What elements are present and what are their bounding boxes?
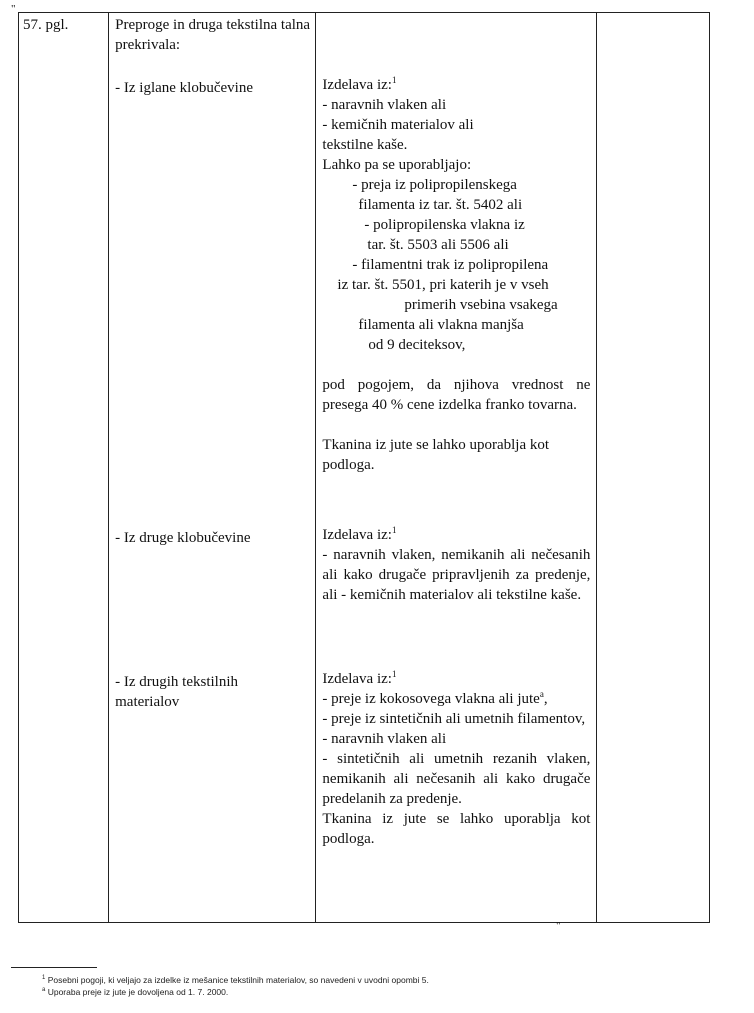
condition-line: - naravnih vlaken ali <box>322 97 447 113</box>
value-condition: pod pogojem, da njihova vrednost ne presega 40 % cene izdelka franko tovarna. <box>322 377 591 413</box>
product-heading: Preproge in druga tekstilna talna prekrivala: <box>115 17 311 53</box>
alternative-cell <box>596 13 709 923</box>
condition-line: - preje iz sintetičnih ali umetnih filamentov, <box>322 711 586 727</box>
description-cell <box>109 13 316 923</box>
condition-line: filamenta ali vlakna manjša <box>358 317 524 333</box>
condition-line: Lahko pa se uporabljajo: <box>322 157 472 173</box>
condition-line: - filamentni trak iz polipropilena <box>352 257 549 273</box>
jute-backing-note: Tkanina iz jute se lahko uporablja kot podloga. <box>322 437 550 473</box>
condition-intro: Izdelava iz:$^1$ <box>322 525 397 543</box>
condition-line: - polipropilenska vlakna iz <box>364 217 525 233</box>
condition-line: - sintetičnih ali umetnih rezanih vlaken, nemikanih ali nečesanih ali kako drugače predelanih za predenje. <box>322 751 591 807</box>
needled-felt-conditions <box>322 75 590 475</box>
closing-quote-mark: " <box>556 920 561 932</box>
condition-line: Izdelava iz:$^1$ <box>322 75 397 93</box>
other-felt-conditions <box>322 525 590 605</box>
condition-line: - kemičnih materialov ali <box>322 117 474 133</box>
table-row <box>19 13 710 923</box>
condition-body: - naravnih vlaken, nemikanih ali nečesanih ali kako drugače pripravljenih za predenje, ali - kemičnih materialov ali tekstilne kaše. <box>322 547 591 603</box>
opening-quote-mark: " <box>11 3 16 15</box>
footnote-a: $^a$ Uporaba preje iz jute je dovoljena od 1. 7. 2000. <box>42 987 229 997</box>
condition-intro: Izdelava iz:$^1$ <box>322 669 397 687</box>
jute-backing-note: Tkanina iz jute se lahko uporablja kot podloga. <box>322 811 591 847</box>
item-label-needled-felt: - Iz iglane klobučevine <box>115 80 253 96</box>
footnote-separator <box>11 967 97 968</box>
condition-line: - preja iz polipropilenskega <box>352 177 517 193</box>
heading-code-cell <box>19 13 109 923</box>
condition-line: tekstilne kaše. <box>322 137 408 153</box>
condition-line: - preje iz kokosovega vlakna ali jute$^a$, <box>322 689 548 707</box>
condition-line: - naravnih vlaken ali <box>322 731 447 747</box>
item-label-other-felt: - Iz druge klobučevine <box>115 530 251 546</box>
condition-line: iz tar. št. 5501, pri katerih je v vseh <box>337 277 549 293</box>
heading-code: 57. pgl. <box>23 17 69 33</box>
working-cell <box>316 13 596 923</box>
condition-line: filamenta iz tar. št. 5402 ali <box>358 197 523 213</box>
condition-line: od 9 deciteksov, <box>368 337 466 353</box>
item-label-other-textiles: - Iz drugih tekstilnih materialov <box>115 674 239 710</box>
condition-line: tar. št. 5503 ali 5506 ali <box>367 237 509 253</box>
condition-line: primerih vsebina vsakega <box>404 297 558 313</box>
other-textiles-conditions <box>322 669 590 849</box>
footnote-1: $^1$ Posebni pogoji, ki veljajo za izdelke iz mešanice tekstilnih materialov, so navedeni v uvodni opombi 5. <box>42 975 429 985</box>
rules-table <box>18 12 710 923</box>
